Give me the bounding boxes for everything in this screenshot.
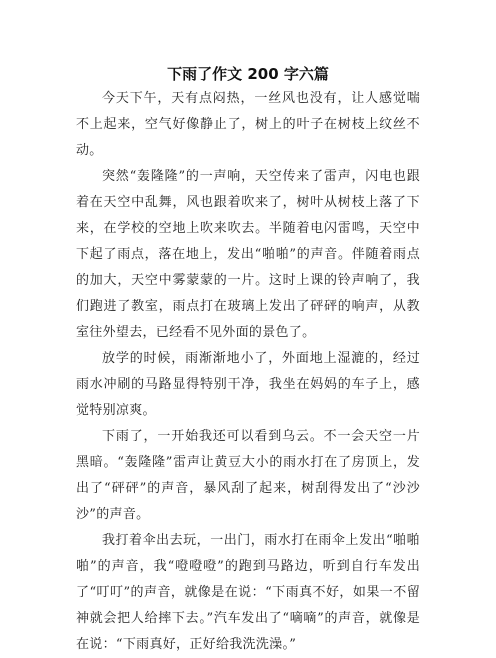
document-title: 下雨了作文 200 字六篇 xyxy=(167,65,329,83)
paragraph-4: 下雨了，一开始我还可以看到乌云。不一会天空一片黑暗。“轰隆隆”雷声让黄豆大小的雨水打在了房顶上，发出了“砰砰”的声音，暴风刮了起来，树刮得发出了“沙沙沙”的声音。 xyxy=(76,429,420,522)
paragraph-5: 我打着伞出去玩，一出门，雨水打在雨伞上发出“啪啪啪”的声音，我“噔噔噔”的跑到马路边，听到自行车发出了“叮叮”的声音，就像是在说：“下雨真不好，如果一不留神就会把人给摔下去。”汽车发出了“嘀嘀”的声音，就像是在说：“下雨真好，正好给我洗洗澡。” xyxy=(76,533,420,652)
paragraph-1: 今天下午，天有点闷热，一丝风也没有，让人感觉喘不上起来，空气好像静止了，树上的叶子在树枝上纹丝不动。 xyxy=(76,91,420,158)
paragraph-2: 突然“轰隆隆”的一声响，天空传来了雷声，闪电也跟着在天空中乱舞，风也跟着吹来了，树叶从树枝上落了下来，在学校的空地上吹来吹去。半随着电闪雷鸣，天空中下起了雨点，落在地上，发出“啪啪”的声音。伴随着雨点的加大，天空中雾蒙蒙的一片。这时上课的铃声响了，我们跑进了教室，雨点打在玻璃上发出了砰砰的响声，从教室往外望去，已经看不见外面的景色了。 xyxy=(76,169,420,340)
paragraph-3: 放学的时候，雨渐渐地小了，外面地上湿漉的，经过雨水冲刷的马路显得特别干净，我坐在妈妈的车子上，感觉特别凉爽。 xyxy=(76,351,420,418)
document-body xyxy=(76,86,420,658)
